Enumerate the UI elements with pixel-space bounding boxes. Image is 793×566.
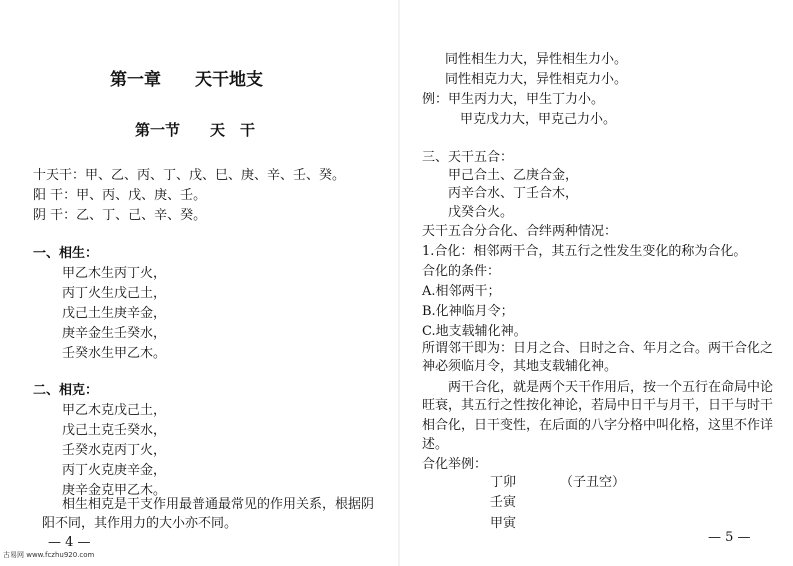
sheng-item: 壬癸水生甲乙木。 — [62, 346, 167, 361]
sheng-heading: 一、相生： — [33, 246, 99, 261]
tiangan-list: 十天干：甲、乙、丙、丁、戊、巳、庚、辛、壬、癸。 — [33, 168, 346, 183]
chapter-title: 第一章 天干地支 — [110, 70, 263, 90]
example-ganzhi: 甲寅 — [490, 516, 517, 531]
ke-heading: 二、相克： — [33, 383, 99, 398]
example-ganzhi: 壬寅 — [490, 495, 517, 510]
text-line: B.化神临月令； — [422, 304, 514, 319]
text-line: 相合化，日干变性，在后面的八字分格中叫化格，这里不作详 — [422, 418, 774, 433]
text-line: 同性相克力大，异性相克力小。 — [445, 72, 628, 87]
sheng-item: 戊己土生庚辛金， — [62, 306, 167, 321]
footer-watermark: 古易网 www.fczhu920.com — [3, 551, 95, 559]
text-line: 旺衰，其五行之性按化神论，若局中日干与月干，日干与时干 — [422, 398, 774, 413]
text-line: 所谓邻干即为：日月之合、日时之合、年月之合。两干合化之 — [422, 341, 774, 356]
text-line: A.相邻两干； — [422, 284, 501, 299]
page-number: — 5 — — [708, 530, 751, 545]
text-line: 两干合化，就是两个天干作用后，按一个五行在命局中论 — [448, 380, 774, 395]
ke-item: 丙丁火克庚辛金， — [62, 463, 167, 478]
text-line: 丙辛合水、丁壬合木， — [448, 186, 579, 201]
text-line: 合化举例： — [422, 457, 488, 472]
paragraph-line: 相生相克是干支作用最普通最常见的作用关系，根据阴 — [62, 497, 375, 512]
text-line: 甲克戊力大，甲克己力小。 — [460, 112, 617, 127]
right-page — [400, 0, 793, 566]
text-line: 合化的条件： — [422, 264, 501, 279]
text-line: C.地支载辅化神。 — [422, 324, 527, 339]
sheng-item: 丙丁火生戊己土， — [62, 286, 167, 301]
section-heading: 三、天干五合： — [422, 150, 514, 165]
ke-item: 壬癸水克丙丁火， — [62, 443, 167, 458]
text-line: 神必须临月令，其地支载辅化神。 — [422, 359, 618, 374]
page-number: — 4 — — [48, 535, 91, 550]
ke-item: 甲乙木克戊己土， — [62, 403, 167, 418]
example-note: （子丑空） — [560, 475, 626, 490]
paragraph-line: 阳不同，其作用力的大小亦不同。 — [42, 516, 238, 531]
text-line: 例：甲生丙力大，甲生丁力小。 — [422, 92, 605, 107]
sheng-item: 庚辛金生壬癸水， — [62, 326, 167, 341]
ke-item: 庚辛金克甲乙木。 — [62, 483, 167, 498]
example-ganzhi: 丁卯 — [490, 475, 517, 490]
text-line: 述。 — [422, 437, 449, 452]
text-line: 甲己合土、乙庚合金， — [448, 168, 579, 183]
yin-gan-line: 阴 干：乙、丁、己、辛、癸。 — [33, 208, 207, 223]
text-line: 天干五合分合化、合绊两种情况： — [422, 224, 618, 239]
text-line: 同性相生力大，异性相生力小。 — [445, 52, 628, 67]
sheng-item: 甲乙木生丙丁火， — [62, 266, 167, 281]
yang-gan-line: 阳 干：甲、丙、戊、庚、壬。 — [33, 188, 207, 203]
section-title: 第一节 天 干 — [135, 121, 256, 139]
text-line: 戊癸合火。 — [448, 205, 514, 220]
text-line: 1.合化：相邻两干合，其五行之性发生变化的称为合化。 — [422, 244, 747, 259]
ke-item: 戊己土克壬癸水， — [62, 423, 167, 438]
